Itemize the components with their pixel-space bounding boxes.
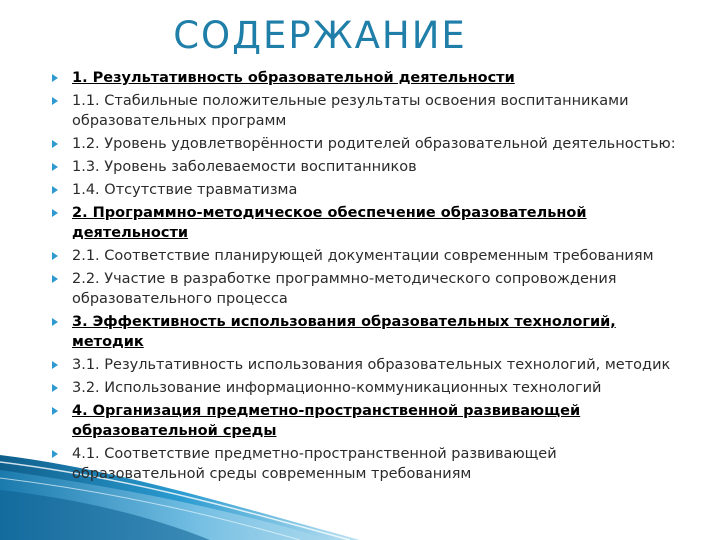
triangle-bullet-icon (52, 450, 58, 458)
list-item-text: 2.1. Соответствие планирующей документации современным требованиям (72, 248, 654, 264)
list-item (46, 355, 686, 375)
triangle-bullet-icon (52, 163, 58, 171)
list-item-text: 2. Программно-методическое обеспечение образовательной деятельности (72, 205, 587, 241)
list-item-text: 1. Результативность образовательной деятельности (72, 70, 515, 86)
list-item (46, 401, 686, 441)
triangle-bullet-icon (52, 407, 58, 415)
triangle-bullet-icon (52, 275, 58, 283)
list-item-text: 3. Эффективность использования образовательных технологий, методик (72, 314, 616, 350)
triangle-bullet-icon (52, 318, 58, 326)
list-item (46, 180, 686, 200)
triangle-bullet-icon (52, 140, 58, 148)
contents-list (46, 68, 686, 487)
triangle-bullet-icon (52, 384, 58, 392)
list-item (46, 157, 686, 177)
list-item-text: 1.4. Отсутствие травматизма (72, 182, 298, 198)
list-item (46, 269, 686, 309)
triangle-bullet-icon (52, 252, 58, 260)
triangle-bullet-icon (52, 186, 58, 194)
triangle-bullet-icon (52, 361, 58, 369)
list-item-text: 4.1. Соответствие предметно-пространственной развивающей образовательной среды современным требованиям (72, 446, 557, 482)
list-item (46, 134, 686, 154)
list-item-text: 3.1. Результативность использования образовательных технологий, методик (72, 357, 671, 373)
list-item (46, 312, 686, 352)
list-item-text: 2.2. Участие в разработке программно-методического сопровождения образовательного процесса (72, 271, 617, 307)
list-item-text: 1.2. Уровень удовлетворённости родителей образовательной деятельностью: (72, 136, 676, 152)
list-item (46, 444, 686, 484)
list-item (46, 246, 686, 266)
triangle-bullet-icon (52, 74, 58, 82)
slide-title: СОДЕРЖАНИЕ (173, 14, 467, 57)
list-item (46, 203, 686, 243)
triangle-bullet-icon (52, 97, 58, 105)
list-item-text: 3.2. Использование информационно-коммуникационных технологий (72, 380, 602, 396)
list-item-text: 1.1. Стабильные положительные результаты освоения воспитанниками образовательных программ (72, 93, 629, 129)
triangle-bullet-icon (52, 209, 58, 217)
list-item (46, 378, 686, 398)
list-item-text: 1.3. Уровень заболеваемости воспитанников (72, 159, 417, 175)
list-item (46, 91, 686, 131)
list-item-text: 4. Организация предметно-пространственной развивающей образовательной среды (72, 403, 581, 439)
list-item (46, 68, 686, 88)
